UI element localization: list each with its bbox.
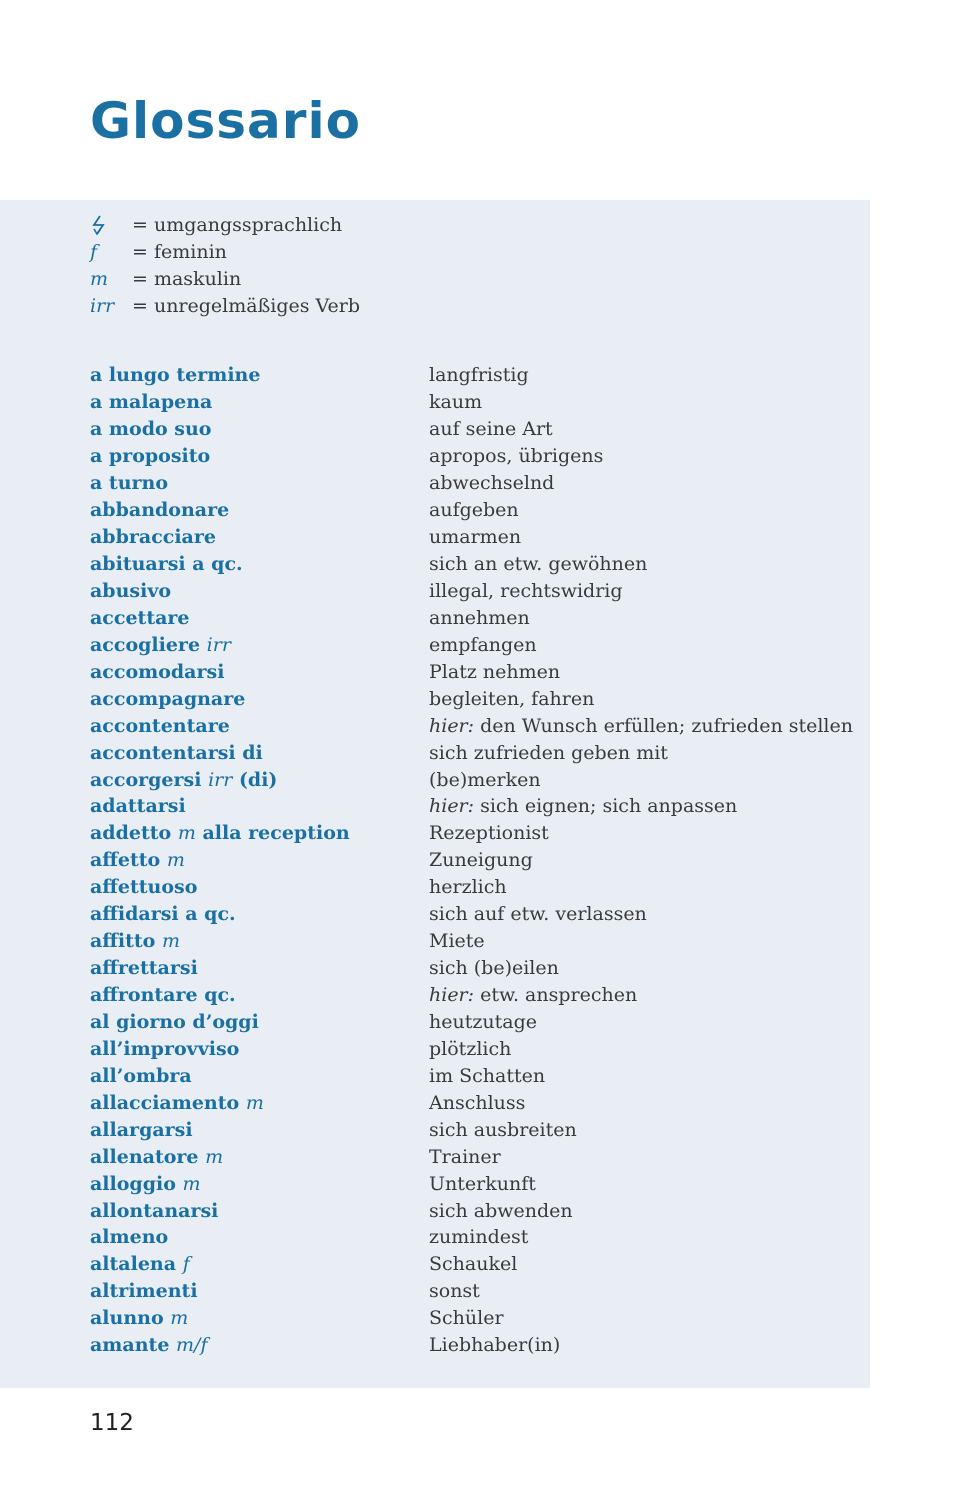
glossary-entry — [90, 1035, 870, 1062]
italian-term — [90, 526, 429, 548]
translation-text: sich zufrieden geben mit — [429, 741, 668, 764]
italian-term — [90, 391, 429, 413]
term-text: al giorno d’oggi — [90, 1010, 259, 1033]
italian-term — [90, 930, 429, 952]
term-text: alloggio — [90, 1172, 176, 1195]
german-translation — [429, 822, 549, 844]
translation-text: sich an etw. gewöhnen — [429, 553, 648, 576]
glossary-entry — [90, 766, 870, 793]
term-text: allontanarsi — [90, 1199, 219, 1222]
term-text: accomodarsi — [90, 660, 225, 683]
abbreviation-legend — [90, 211, 360, 319]
italian-term — [90, 795, 429, 817]
term-text: adattarsi — [90, 795, 186, 818]
translation-text: Rezeptionist — [429, 822, 549, 845]
term-text: abituarsi a qc. — [90, 553, 243, 576]
german-translation — [429, 984, 637, 1006]
legend-item — [90, 238, 360, 265]
italian-term — [90, 1011, 429, 1033]
german-translation — [429, 715, 853, 737]
german-translation — [429, 1173, 536, 1195]
italian-term — [90, 580, 429, 602]
translation-text: kaum — [429, 391, 483, 414]
term-text: amante — [90, 1334, 170, 1357]
german-translation — [429, 957, 559, 979]
grammar-marker: irr — [206, 633, 231, 656]
italian-term — [90, 1065, 429, 1087]
term-text: almeno — [90, 1226, 169, 1249]
german-translation — [429, 1092, 525, 1114]
translation-text: sonst — [429, 1280, 480, 1303]
term-text: accogliere — [90, 633, 201, 656]
italian-term — [90, 876, 429, 898]
translation-text: sich abwenden — [429, 1199, 573, 1222]
term-text: affrontare qc. — [90, 984, 236, 1007]
glossary-entry — [90, 1224, 870, 1251]
term-text: a lungo termine — [90, 364, 261, 387]
german-translation — [429, 661, 560, 683]
translation-text: begleiten, fahren — [429, 687, 595, 710]
page-title: Glossario — [90, 92, 361, 150]
term-text: allenatore — [90, 1145, 199, 1168]
translation-text: apropos, übrigens — [429, 445, 604, 468]
italian-term — [90, 903, 429, 925]
translation-text: langfristig — [429, 364, 529, 387]
italian-term — [90, 1038, 429, 1060]
glossary-entry — [90, 820, 870, 847]
italian-term — [90, 418, 429, 440]
term-text: allacciamento — [90, 1091, 240, 1114]
grammar-marker: m — [170, 1307, 189, 1330]
italian-term — [90, 553, 429, 575]
translation-text: Liebhaber(in) — [429, 1334, 561, 1357]
german-translation — [429, 418, 553, 440]
german-translation — [429, 391, 482, 413]
term-text: alunno — [90, 1307, 164, 1330]
italian-term — [90, 1253, 429, 1275]
italian-term — [90, 1092, 429, 1114]
translation-text: Anschluss — [429, 1091, 526, 1114]
legend-definition: = maskulin — [132, 267, 242, 290]
translation-text: herzlich — [429, 876, 507, 899]
grammar-marker: irr — [208, 768, 233, 791]
term-text: affitto — [90, 930, 156, 953]
legend-definition: = unregelmäßiges Verb — [132, 294, 361, 317]
grammar-marker: m — [161, 930, 181, 953]
glossary-entry — [90, 1251, 870, 1278]
glossary-entry — [90, 928, 870, 955]
german-translation — [429, 1119, 577, 1141]
italian-term — [90, 1280, 429, 1302]
term-text: a turno — [90, 472, 169, 495]
glossary-entry — [90, 739, 870, 766]
german-translation — [429, 769, 541, 791]
italian-term — [90, 661, 429, 683]
term-text: a proposito — [90, 445, 211, 468]
translation-text: etw. ansprechen — [480, 984, 638, 1007]
translation-text: Unterkunft — [429, 1172, 536, 1195]
german-translation — [429, 499, 519, 521]
german-translation — [429, 445, 603, 467]
german-translation — [429, 742, 668, 764]
italian-term — [90, 1173, 429, 1195]
german-translation — [429, 364, 529, 386]
german-translation — [429, 1200, 573, 1222]
glossary-entries — [90, 362, 870, 1359]
glossary-entry — [90, 578, 870, 605]
italian-term — [90, 1307, 429, 1329]
glossary-entry — [90, 443, 870, 470]
german-translation — [429, 1253, 517, 1275]
glossary-entry — [90, 955, 870, 982]
translation-text: heutzutage — [429, 1010, 537, 1033]
translation-text: empfangen — [429, 633, 537, 656]
german-translation — [429, 903, 647, 925]
term-text: addetto — [90, 822, 172, 845]
italian-term — [90, 1334, 429, 1356]
translation-text: abwechselnd — [429, 472, 555, 495]
translation-text: Zuneigung — [429, 849, 533, 872]
german-translation — [429, 580, 623, 602]
term-text: allargarsi — [90, 1118, 193, 1141]
german-translation — [429, 1038, 511, 1060]
term-text: a malapena — [90, 391, 213, 414]
translation-text: sich auf etw. verlassen — [429, 903, 647, 926]
italian-term — [90, 1119, 429, 1141]
term-text: abbracciare — [90, 526, 216, 549]
grammar-marker: m — [245, 1091, 264, 1114]
glossary-entry — [90, 793, 870, 820]
glossary-entry — [90, 874, 870, 901]
translation-text: (be)merken — [429, 768, 541, 791]
italian-term — [90, 822, 429, 844]
translation-text: Schüler — [429, 1307, 504, 1330]
glossary-entry — [90, 1062, 870, 1089]
term-text: accompagnare — [90, 687, 246, 710]
term-text: accettare — [90, 606, 190, 629]
glossary-entry — [90, 389, 870, 416]
glossary-entry — [90, 1197, 870, 1224]
translation-text: Miete — [429, 930, 485, 953]
usage-note: hier: — [429, 795, 475, 818]
glossary-entry — [90, 1332, 870, 1359]
translation-text: sich ausbreiten — [429, 1118, 577, 1141]
term-text: abusivo — [90, 579, 172, 602]
glossary-entry — [90, 982, 870, 1009]
german-translation — [429, 688, 594, 710]
grammar-marker: m/f — [176, 1334, 208, 1357]
german-translation — [429, 1065, 545, 1087]
german-translation — [429, 876, 507, 898]
translation-text: sich eignen; sich anpassen — [480, 795, 738, 818]
translation-text: sich (be)eilen — [429, 957, 559, 980]
term-text: abbandonare — [90, 499, 230, 522]
italian-term — [90, 1200, 429, 1222]
glossary-entry — [90, 1143, 870, 1170]
german-translation — [429, 1307, 504, 1329]
german-translation — [429, 1011, 537, 1033]
german-translation — [429, 607, 530, 629]
italian-term — [90, 715, 429, 737]
term-text: altalena — [90, 1253, 177, 1276]
term-text: all’ombra — [90, 1064, 192, 1087]
italian-term — [90, 688, 429, 710]
translation-text: Schaukel — [429, 1253, 518, 1276]
italian-term — [90, 849, 429, 871]
italian-term — [90, 1226, 429, 1248]
term-text: affettuoso — [90, 876, 198, 899]
italian-term — [90, 499, 429, 521]
legend-abbreviation: irr — [90, 294, 115, 317]
glossary-entry — [90, 658, 870, 685]
italian-term — [90, 1146, 429, 1168]
glossary-entry — [90, 416, 870, 443]
glossary-entry — [90, 1278, 870, 1305]
glossary-entry — [90, 901, 870, 928]
german-translation — [429, 472, 554, 494]
translation-text: plötzlich — [429, 1037, 512, 1060]
german-translation — [429, 526, 521, 548]
term-text: affidarsi a qc. — [90, 903, 236, 926]
german-translation — [429, 553, 647, 575]
translation-text: illegal, rechtswidrig — [429, 579, 623, 602]
glossary-entry — [90, 604, 870, 631]
legend-abbreviation: f — [90, 240, 98, 263]
term-text: altrimenti — [90, 1280, 198, 1303]
german-translation — [429, 849, 533, 871]
translation-text: den Wunsch erfüllen; zufrieden stellen — [480, 714, 853, 737]
translation-text: auf seine Art — [429, 418, 553, 441]
translation-text: annehmen — [429, 606, 530, 629]
glossary-entry — [90, 362, 870, 389]
italian-term — [90, 742, 429, 764]
glossary-entry — [90, 470, 870, 497]
italian-term — [90, 957, 429, 979]
legend-item — [90, 265, 360, 292]
glossary-entry — [90, 551, 870, 578]
grammar-marker: m — [182, 1172, 201, 1195]
grammar-marker: m — [177, 822, 196, 845]
glossary-entry — [90, 1170, 870, 1197]
term-continuation: (di) — [238, 768, 278, 791]
page-number: 112 — [90, 1410, 134, 1436]
grammar-marker: m — [205, 1145, 224, 1168]
german-translation — [429, 930, 485, 952]
translation-text: zumindest — [429, 1226, 529, 1249]
translation-text: aufgeben — [429, 499, 519, 522]
italian-term — [90, 634, 429, 656]
term-continuation: alla reception — [202, 822, 350, 845]
legend-abbreviation: m — [90, 267, 109, 290]
term-text: accorgersi — [90, 768, 202, 791]
glossary-entry — [90, 1116, 870, 1143]
term-text: accontentare — [90, 714, 230, 737]
grammar-marker: f — [182, 1253, 190, 1276]
term-text: affrettarsi — [90, 957, 198, 980]
glossary-entry — [90, 631, 870, 658]
italian-term — [90, 364, 429, 386]
translation-text: Platz nehmen — [429, 660, 561, 683]
usage-note: hier: — [429, 984, 475, 1007]
translation-text: im Schatten — [429, 1064, 546, 1087]
term-text: all’improvviso — [90, 1037, 240, 1060]
translation-text: umarmen — [429, 526, 522, 549]
german-translation — [429, 1334, 560, 1356]
german-translation — [429, 634, 537, 656]
german-translation — [429, 1146, 501, 1168]
italian-term — [90, 769, 429, 791]
legend-item — [90, 292, 360, 319]
italian-term — [90, 445, 429, 467]
lightning-icon — [90, 215, 132, 235]
german-translation — [429, 795, 737, 817]
legend-definition: = umgangssprachlich — [132, 213, 343, 236]
italian-term — [90, 607, 429, 629]
term-text: a modo suo — [90, 418, 212, 441]
italian-term — [90, 984, 429, 1006]
glossary-entry — [90, 712, 870, 739]
glossary-entry — [90, 1089, 870, 1116]
glossary-entry — [90, 685, 870, 712]
glossary-entry — [90, 1305, 870, 1332]
grammar-marker: m — [166, 849, 185, 872]
glossary-entry — [90, 524, 870, 551]
german-translation — [429, 1226, 528, 1248]
italian-term — [90, 472, 429, 494]
legend-item — [90, 211, 360, 238]
legend-definition: = feminin — [132, 240, 227, 263]
term-text: affetto — [90, 849, 161, 872]
german-translation — [429, 1280, 480, 1302]
term-text: accontentarsi di — [90, 741, 263, 764]
glossary-entry — [90, 497, 870, 524]
usage-note: hier: — [429, 714, 475, 737]
glossary-entry — [90, 1009, 870, 1036]
translation-text: Trainer — [429, 1145, 501, 1168]
glossary-entry — [90, 847, 870, 874]
